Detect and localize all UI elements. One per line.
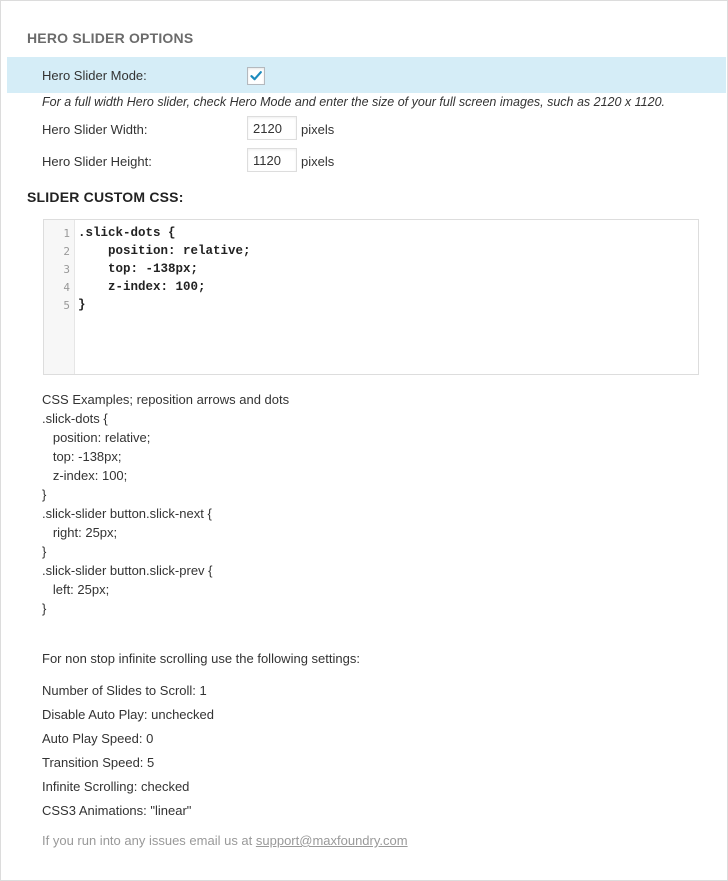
line-number-gutter — [44, 220, 75, 374]
hero-mode-label: Hero Slider Mode: — [42, 68, 147, 83]
example-line: } — [42, 544, 47, 559]
settings-intro: For non stop infinite scrolling use the following settings: — [42, 651, 360, 666]
example-line: left: 25px; — [42, 582, 110, 597]
support-footer — [42, 833, 408, 848]
code-line: z-index: 100; — [78, 280, 206, 294]
example-line: .slick-slider button.slick-next { — [42, 506, 212, 521]
example-line: z-index: 100; — [42, 468, 128, 483]
hero-width-input[interactable] — [247, 116, 297, 140]
settings-item: Auto Play Speed: 0 — [42, 731, 154, 746]
example-line: } — [42, 487, 47, 502]
examples-heading: CSS Examples; reposition arrows and dots — [42, 392, 290, 407]
example-line: .slick-dots { — [42, 411, 108, 426]
hero-width-label: Hero Slider Width: — [42, 122, 148, 137]
example-line: right: 25px; — [42, 525, 118, 540]
example-line: } — [42, 601, 47, 616]
line-number: 1 — [63, 227, 70, 240]
line-number: 3 — [63, 263, 70, 276]
hero-height-label: Hero Slider Height: — [42, 154, 152, 169]
settings-item: Disable Auto Play: unchecked — [42, 707, 214, 722]
code-line: top: -138px; — [78, 262, 199, 276]
line-number: 5 — [63, 299, 70, 312]
hero-width-unit: pixels — [301, 122, 335, 137]
support-email-link[interactable]: support@maxfoundry.com — [255, 833, 408, 848]
hero-mode-checkbox[interactable] — [247, 67, 265, 85]
hero-height-unit: pixels — [301, 154, 335, 169]
hero-height-input[interactable] — [247, 148, 297, 172]
checkmark-icon — [249, 69, 263, 83]
settings-item: Transition Speed: 5 — [42, 755, 155, 770]
custom-css-editor[interactable] — [43, 219, 699, 375]
support-text: If you run into any issues email us at — [42, 833, 256, 848]
code-line: .slick-dots { — [78, 226, 176, 240]
settings-item: CSS3 Animations: "linear" — [42, 803, 192, 818]
hero-mode-note: For a full width Hero slider, check Hero Mode and enter the size of your full screen images, such as 2120 x 1120. — [42, 95, 666, 109]
code-line: } — [78, 298, 86, 312]
code-line: position: relative; — [78, 244, 251, 258]
settings-item: Number of Slides to Scroll: 1 — [42, 683, 207, 698]
hero-options-title: HERO SLIDER OPTIONS — [27, 30, 194, 46]
example-line: .slick-slider button.slick-prev { — [42, 563, 213, 578]
settings-item: Infinite Scrolling: checked — [42, 779, 190, 794]
line-number: 4 — [63, 281, 70, 294]
example-line: top: -138px; — [42, 449, 122, 464]
line-number: 2 — [63, 245, 70, 258]
example-line: position: relative; — [42, 430, 151, 445]
custom-css-title: SLIDER CUSTOM CSS: — [27, 189, 184, 205]
